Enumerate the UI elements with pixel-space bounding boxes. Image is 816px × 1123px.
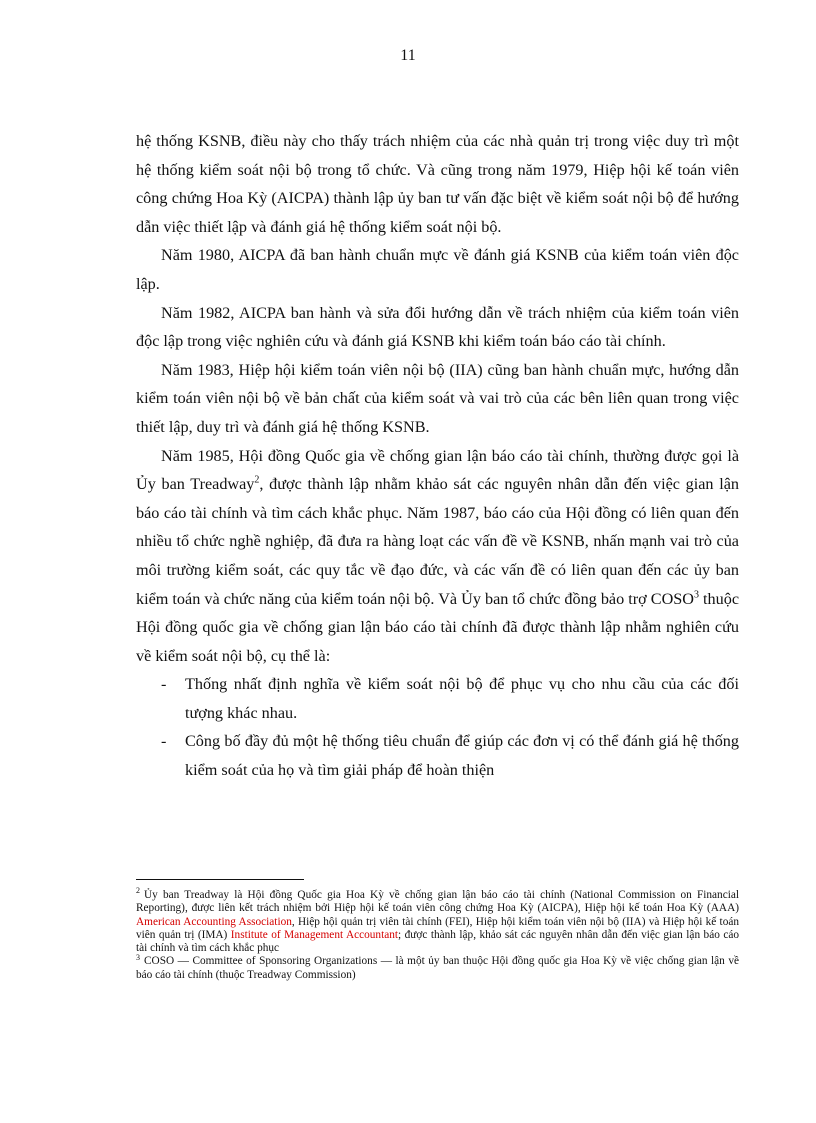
bullet-text-2: Công bố đầy đủ một hệ thống tiêu chuẩn để giúp các đơn vị có thể đánh giá hệ thống kiểm soát của họ và tìm giải pháp để hoàn thiện: [185, 732, 739, 780]
bullet-dash: -: [161, 732, 167, 751]
footnote-ref-2[interactable]: 2: [254, 474, 260, 486]
footnotes: [136, 886, 740, 982]
paragraph-4: Năm 1983, Hiệp hội kiểm toán viên nội bộ (IIA) cũng ban hành chuẩn mực, hướng dẫn kiểm toán viên nội bộ về bản chất của kiểm soát và vai trò của các bên liên quan trong việc thiết lập, duy trì và đánh giá hệ thống KSNB.: [136, 360, 739, 436]
page-number: 11: [400, 47, 416, 64]
body-text: [136, 127, 739, 785]
paragraph-5-text-c: thuộc Hội đồng quốc gia về chống gian lận báo cáo tài chính đã được thành lập nhằm nghiên cứu về kiểm soát nội bộ, cụ thể là:: [136, 589, 739, 665]
link-institute-of-management-accountant[interactable]: Institute of Management Accountant: [230, 928, 399, 941]
paragraph-5-text-a: Năm 1985, Hội đồng Quốc gia về chống gian lận báo cáo tài chính, thường được gọi là Ủy ban Treadway: [136, 446, 739, 494]
footnote-2-text-b: , Hiệp hội quản trị viên tài chính (FEI), Hiệp hội kiểm toán viên nội bộ (IIA) và Hiệp hội kế toán viên quản trị (IMA): [136, 915, 739, 941]
bullet-dash: -: [161, 675, 167, 694]
footnote-3-marker: 3: [136, 952, 140, 962]
footnote-divider: [136, 879, 304, 880]
footnote-2: [136, 886, 740, 955]
footnote-2-text-a: Ủy ban Treadway là Hội đồng Quốc gia Hoa Kỳ về chống gian lận báo cáo tài chính (National Commission on Financial Reporting), được liên kết trách nhiệm bởi Hiệp hội kế toán viên công chứng Hoa Kỳ (AICPA), Hiệp hội kế toán Hoa Kỳ (AAA): [136, 889, 739, 915]
link-american-accounting-association[interactable]: American Accounting Association: [136, 915, 292, 928]
footnote-3: [136, 952, 739, 982]
footnote-3-text: COSO — Committee of Sponsoring Organizations — là một ủy ban thuộc Hội đồng quốc gia Hoa Kỳ về việc chống gian lận về báo cáo tài chính (thuộc Treadway Commission): [136, 955, 739, 981]
paragraph-5: [136, 442, 739, 671]
footnote-2-marker: 2: [136, 886, 140, 896]
paragraph-3: Năm 1982, AICPA ban hành và sửa đổi hướng dẫn về trách nhiệm của kiểm toán viên độc lập trong việc nghiên cứu và đánh giá KSNB khi kiểm toán báo cáo tài chính.: [136, 303, 739, 351]
paragraph-1: hệ thống KSNB, điều này cho thấy trách nhiệm của các nhà quản trị trong việc duy trì một hệ thống kiểm soát nội bộ trong tổ chức. Và cũng trong năm 1979, Hiệp hội kế toán viên công chứng Hoa Kỳ (AICPA) thành lập ủy ban tư vấn đặc biệt về kiểm soát nội bộ để hướng dẫn việc thiết lập và đánh giá hệ thống kiểm soát nội bộ.: [136, 132, 739, 236]
bullet-text-1: Thống nhất định nghĩa về kiểm soát nội bộ để phục vụ cho nhu cầu của các đối tượng khác nhau.: [185, 675, 739, 722]
footnote-ref-3[interactable]: 3: [693, 589, 699, 601]
footnote-2-text-c: ; được thành lập, khảo sát các nguyên nhân dẫn đến việc gian lận báo cáo tài chính và tìm cách khắc phục: [136, 928, 740, 955]
bullet-item-2: [136, 727, 739, 784]
paragraph-5-text-b: , được thành lập nhằm khảo sát các nguyên nhân dẫn đến việc gian lận báo cáo tài chính và tìm cách khắc phục. Năm 1987, báo cáo của Hội đồng có liên quan đến nhiều tổ chức nghề nghiệp, đã đưa ra hàng loạt các vấn đề về KSNB, nhấn mạnh vai trò của môi trường kiểm soát, các quy tắc về đạo đức, và các vấn đề có liên quan đến các ủy ban kiểm toán và chức năng của kiểm toán nội bộ. Và Ủy ban tổ chức đồng bảo trợ COSO: [136, 475, 739, 608]
bullet-item-1: [136, 670, 739, 727]
paragraph-2: Năm 1980, AICPA đã ban hành chuẩn mực về đánh giá KSNB của kiểm toán viên độc lập.: [136, 246, 739, 293]
